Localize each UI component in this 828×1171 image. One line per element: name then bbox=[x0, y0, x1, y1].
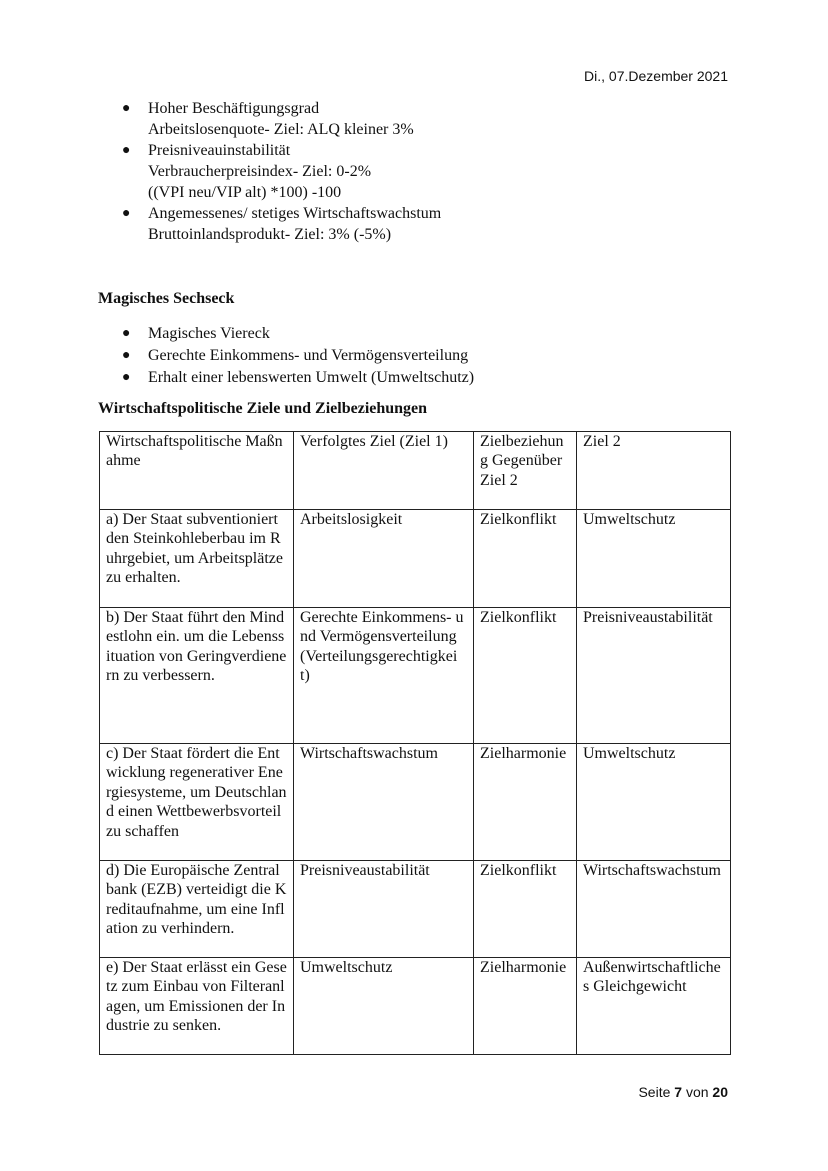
goal-2-cell: Wirtschaftswachstum bbox=[577, 861, 731, 958]
header-relation: Zielbeziehung Gegenüber Ziel 2 bbox=[474, 432, 577, 510]
table-header-row bbox=[100, 432, 731, 510]
measure-cell: d) Die Europäische Zentralbank (EZB) verteidigt die Kreditaufnahme, um eine Inflation zu verhindern. bbox=[100, 861, 294, 958]
bullet-icon: ● bbox=[122, 370, 131, 385]
goal-item bbox=[110, 140, 670, 203]
sechseck-list bbox=[110, 323, 670, 389]
goal-formula: ((VPI neu/VIP alt) *100) -100 bbox=[148, 184, 342, 201]
goal-2-cell: Umweltschutz bbox=[577, 744, 731, 861]
goal-title: Hoher Beschäftigungsgrad bbox=[148, 100, 320, 117]
table-row bbox=[100, 958, 731, 1055]
goal-1-cell: Arbeitslosigkeit bbox=[294, 510, 474, 608]
measure-cell: b) Der Staat führt den Mindestlohn ein. um die Lebenssituation von Geringverdienern zu verbessern. bbox=[100, 608, 294, 744]
list-item-text: Erhalt einer lebenswerten Umwelt (Umweltschutz) bbox=[148, 369, 475, 386]
goal-2-cell: Preisniveaustabilität bbox=[577, 608, 731, 744]
goal-title: Preisniveauinstabilität bbox=[148, 142, 291, 159]
goal-item bbox=[110, 203, 670, 245]
sechseck-heading: Magisches Sechseck bbox=[98, 290, 235, 307]
goals-relations-table bbox=[99, 431, 731, 1055]
table-row bbox=[100, 510, 731, 608]
goal-title: Angemessenes/ stetiges Wirtschaftswachstum bbox=[148, 205, 442, 222]
bullet-icon: ● bbox=[122, 101, 131, 116]
goal-1-cell: Preisniveaustabilität bbox=[294, 861, 474, 958]
table-row bbox=[100, 608, 731, 744]
page-number: 7 bbox=[674, 1084, 683, 1100]
table-row bbox=[100, 861, 731, 958]
list-item-text: Magisches Viereck bbox=[148, 325, 270, 342]
bullet-icon: ● bbox=[122, 143, 131, 158]
measure-cell: e) Der Staat erlässt ein Gesetz zum Einbau von Filteranlagen, um Emissionen der Industrie zu senken. bbox=[100, 958, 294, 1055]
list-item bbox=[110, 323, 670, 345]
relation-cell: Zielharmonie bbox=[474, 958, 577, 1055]
relation-cell: Zielkonflikt bbox=[474, 861, 577, 958]
goal-item bbox=[110, 98, 670, 140]
list-item-text: Gerechte Einkommens- und Vermögensverteilung bbox=[148, 347, 469, 364]
footer-middle: von bbox=[682, 1084, 713, 1100]
table-heading: Wirtschaftspolitische Ziele und Zielbeziehungen bbox=[98, 400, 428, 417]
bullet-icon: ● bbox=[122, 348, 131, 363]
goal-1-cell: Gerechte Einkommens- und Vermögensverteilung (Verteilungsgerechtigkeit) bbox=[294, 608, 474, 744]
relation-cell: Zielkonflikt bbox=[474, 510, 577, 608]
header-goal-1: Verfolgtes Ziel (Ziel 1) bbox=[294, 432, 474, 510]
header-goal-2: Ziel 2 bbox=[577, 432, 731, 510]
goal-detail: Verbraucherpreisindex- Ziel: 0-2% bbox=[148, 163, 372, 180]
footer-prefix: Seite bbox=[638, 1084, 675, 1100]
measure-cell: a) Der Staat subventioniert den Steinkohleberbau im Ruhrgebiet, um Arbeitsplätze zu erhalten. bbox=[100, 510, 294, 608]
goals-list bbox=[110, 98, 670, 245]
relation-cell: Zielharmonie bbox=[474, 744, 577, 861]
page-total: 20 bbox=[712, 1084, 728, 1100]
measure-cell: c) Der Staat fördert die Entwicklung regenerativer Energiesysteme, um Deutschland einen Wettbewerbsvorteil zu schaffen bbox=[100, 744, 294, 861]
goal-detail: Bruttoinlandsprodukt- Ziel: 3% (-5%) bbox=[148, 226, 392, 243]
goal-1-cell: Umweltschutz bbox=[294, 958, 474, 1055]
goal-detail: Arbeitslosenquote- Ziel: ALQ kleiner 3% bbox=[148, 121, 414, 138]
bullet-icon: ● bbox=[122, 326, 131, 341]
page-footer bbox=[560, 1084, 728, 1100]
goal-2-cell: Außenwirtschaftliches Gleichgewicht bbox=[577, 958, 731, 1055]
list-item bbox=[110, 345, 670, 367]
list-item bbox=[110, 367, 670, 389]
goal-2-cell: Umweltschutz bbox=[577, 510, 731, 608]
document-date: Di., 07.Dezember 2021 bbox=[584, 68, 728, 84]
bullet-icon: ● bbox=[122, 206, 131, 221]
relation-cell: Zielkonflikt bbox=[474, 608, 577, 744]
goal-1-cell: Wirtschaftswachstum bbox=[294, 744, 474, 861]
table-row bbox=[100, 744, 731, 861]
header-measure: Wirtschaftspolitische Maßnahme bbox=[100, 432, 294, 510]
